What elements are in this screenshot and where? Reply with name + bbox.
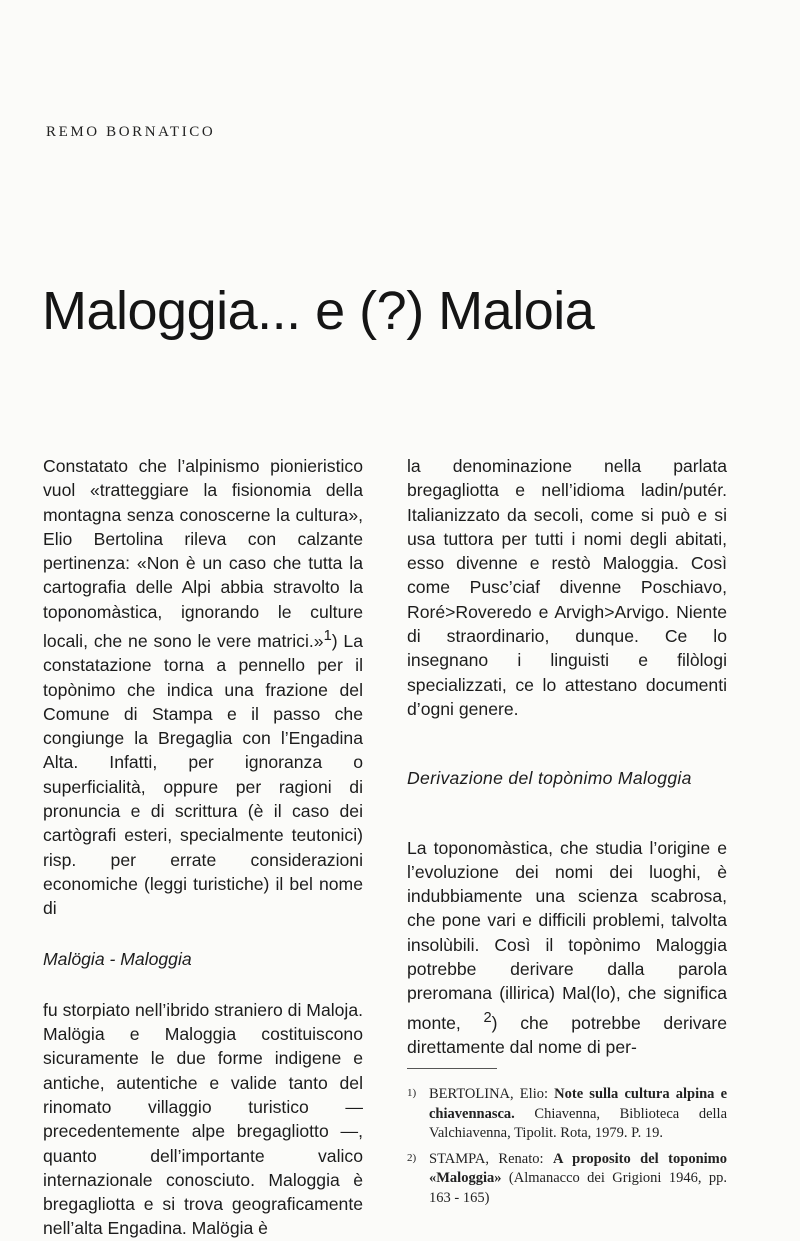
right-paragraph-2-text: La toponomàstica, che studia l’origine e l’evoluzione dei nomi dei luoghi, è indubbiamente una scienza scabrosa, che pone vari e difficili problemi, talvolta insolùbili. Così il topònimo Maloggia potrebbe derivare dalla parola preromana (illirica) Mal(lo), che significa monte, <box>407 837 727 1033</box>
footnote-2-number: 2) <box>407 1151 417 1164</box>
right-paragraph-1: la denominazione nella parlata bregagliotta e nell’idioma ladin/putér. Italianizzato da secoli, come si può e si usa tuttora per tutti i nomi degli abitati, esso divenne e restò Maloggia. Così come Pusc’ciaf divenne Poschiavo, Roré>Roveredo e Arvigh>Arvigo. Niente di straordinario, dunque. Ce lo insegnano i linguisti e filòlogi specializzati, ce lo attestano documenti d’ogni genere. <box>407 456 727 719</box>
footnote-2-title: A proposito del toponimo «Maloggia» <box>429 1150 727 1187</box>
left-paragraph-1-continuation: ) La constatazione torna a pennello per il topònimo che indica una frazione del Comune di Stampa e il passo che congiunge la Bregaglia con l’Engadina Alta. Infatti, per ignoranza o superficialità, oppure per ragioni di pronuncia e di scrittura (è il caso dei cartògrafi esteri, specialmente teutonici) risp. per errate considerazioni economiche (leggi turistiche) il bel nome di <box>43 630 363 919</box>
footnote-1-title: Note sulla cultura alpina e chiavennasca. <box>429 1086 727 1122</box>
footnote-rule <box>407 1068 497 1069</box>
right-column <box>407 454 727 1215</box>
footnote-2-author: STAMPA, Renato: <box>429 1150 544 1167</box>
left-paragraph-1-text: Constatato che l’alpinismo pionieristico vuol «tratteggiare la fisionomia della montagna senza conoscerne la cultura», Elio Bertolina rileva con calzante pertinenza: «Non è un caso che tutta la cartografia delle Alpi abbia stravolto la toponomàstica, ignorando le culture locali, che ne sono le vere matrici.» <box>43 456 363 651</box>
footnote-1 <box>407 1085 727 1144</box>
footnote-2-body <box>429 1150 727 1209</box>
left-column <box>43 454 363 1241</box>
footnote-1-details: Chiavenna, Biblioteca della Valchiavenna, Tipolit. Rota, 1979. P. 19. <box>429 1105 728 1142</box>
author-line: REMO BORNATICO <box>46 124 216 140</box>
footnote-2-details: (Almanacco dei Grigioni 1946, pp. 163 - 165) <box>429 1170 728 1207</box>
footnote-2 <box>407 1150 727 1209</box>
left-paragraph-1 <box>43 454 363 921</box>
section-subheading: Derivazione del topònimo Maloggia <box>407 768 692 789</box>
footnote-ref-1: 1 <box>323 628 332 645</box>
right-paragraph-2 <box>407 836 727 1060</box>
article-title: Maloggia... e (?) Maloia <box>42 281 595 341</box>
footnote-1-author: BERTOLINA, Elio: <box>429 1086 548 1103</box>
footnote-1-body <box>429 1085 727 1144</box>
toponym-forms: Malögia - Maloggia <box>43 948 192 969</box>
footnote-ref-2: 2 <box>483 1009 492 1026</box>
left-paragraph-2: fu storpiato nell’ibrido straniero di Maloja. Malögia e Maloggia costituiscono sicuramente le due forme indigene e antiche, autentiche e valide tanto del rinomato villaggio turistico — precedentemente alpe bregagliotto —, quanto dell’importante valico internazionale conosciuto. Maloggia è bregagliotta e si trova geograficamente nell’alta Engadina. Malögia è <box>43 999 363 1239</box>
footnote-1-number: 1) <box>407 1087 417 1100</box>
right-paragraph-2-continuation: ) che potrebbe derivare direttamente dal nome di per- <box>407 1012 727 1057</box>
